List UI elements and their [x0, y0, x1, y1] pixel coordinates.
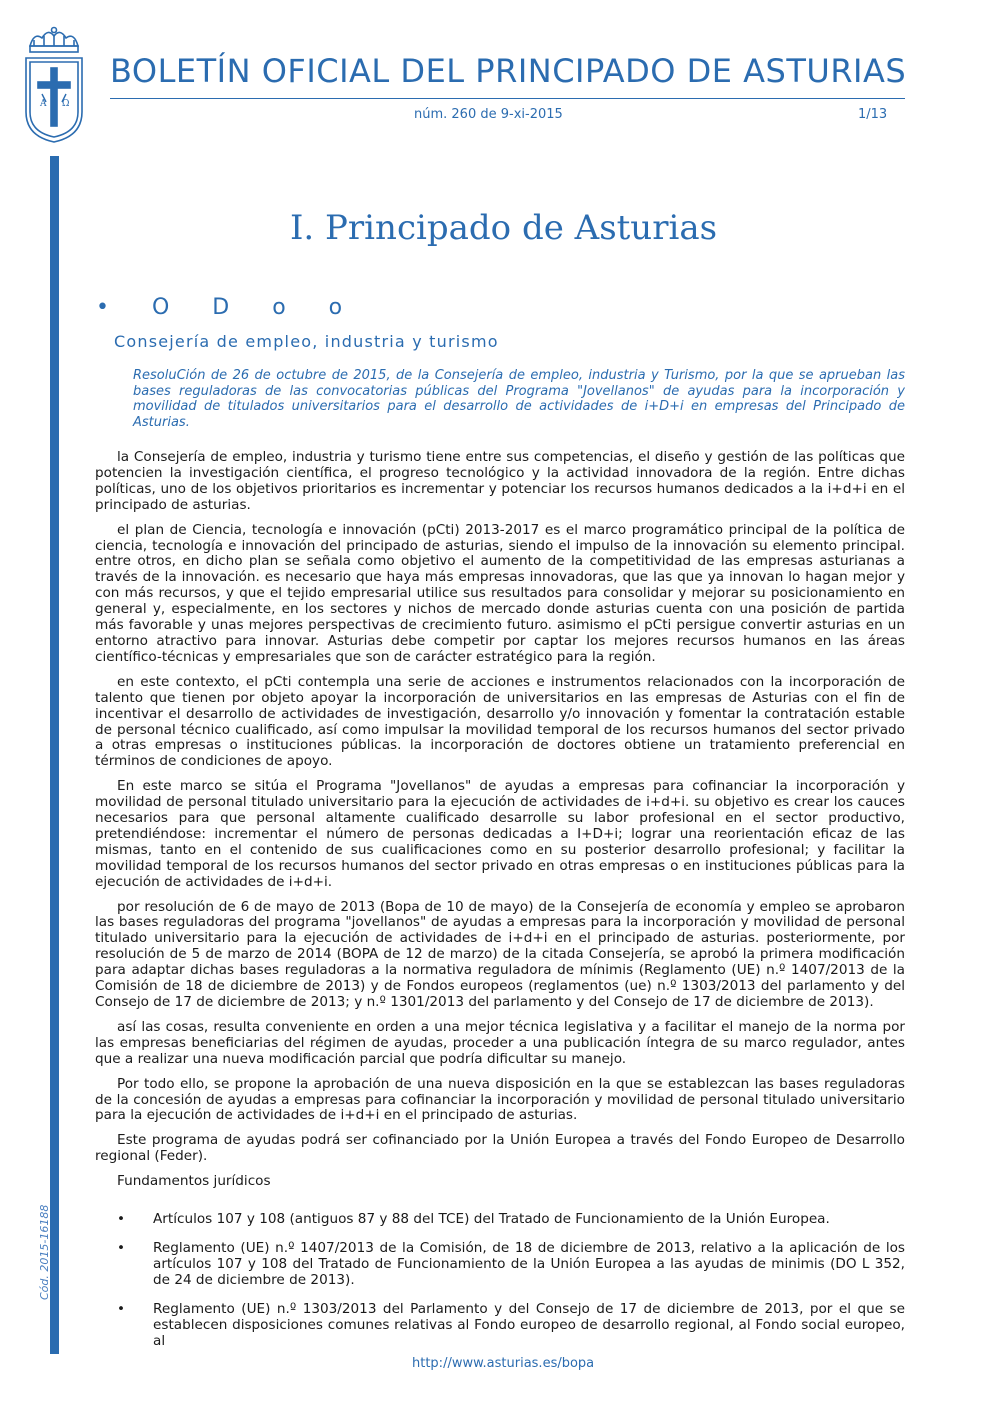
svg-text:A: A [40, 99, 47, 109]
asturias-crest-icon [20, 24, 88, 144]
page-counter: 1/13 [858, 107, 888, 122]
legal-basis-list [95, 1212, 905, 1349]
paragraph: Este programa de ayudas podrá ser cofinanciado por la Unión Europea a través del Fondo Europeo de Desarrollo regional (Feder). [95, 1132, 905, 1165]
list-item-text: Reglamento (UE) n.º 1303/2013 del Parlamento y del Consejo de 17 de diciembre de 2013, por el que se establecen disposiciones comunes relativas al Fondo europeo de desarrollo regional, al Fondo social europeo, al [153, 1300, 905, 1349]
list-item [95, 1241, 905, 1289]
fundamentos-heading: Fundamentos jurídicos [117, 1173, 271, 1190]
side-bar [50, 156, 59, 1354]
footer-url-link[interactable]: http://www.asturias.es/bopa [412, 1356, 595, 1371]
bulletin-title: BOLETÍN OFICIAL DEL PRINCIPADO DE ASTURIAS [110, 52, 907, 90]
paragraph: en este contexto, el pCti contempla una serie de acciones e instrumentos relacionados con la incorporación de talento que tienen por objeto apoyar la incorporación de universitarios en las empresas de Asturias con el fin de incentivar el desarrollo de actividades de investigación, desarrollo y/o innovación y fomentar la contratación estable de personal técnico cualificado, así como impulsar la movilidad temporal de los recursos humanos del sector privado a otras empresas o instituciones públicas. la incorporación de doctores obtiene un tratamiento preferencial en términos de condiciones de apoyo. [95, 673, 905, 770]
paragraph: el plan de Ciencia, tecnología e innovación (pCti) 2013-2017 es el marco programático principal de la política de ciencia, tecnología e innovación del principado de asturias, siendo el impulso de la innovación su elemento principal. entre otros, en dicho plan se señala como objetivo el aumento de la competitividad de las empresas asturianas a través de la innovación. es necesario que haya más empresas innovadoras, que las que ya innovan lo hagan mejor y con más recursos, y que el tejido empresarial utilice sus resultados para consolidar y mejorar su posicionamiento en general y, especialmente, en los sectores y nichos de mercado donde asturias cuenta con una posición de partida más favorable y unas mejores perspectivas de crecimiento futuro. asimismo el pCti persigue convertir asturias en un entorno atractivo para innovar. Asturias debe competir por captar los mejores recursos humanos en las áreas científico-técnicas y empresariales que son de carácter estratégico para la región. [95, 521, 905, 665]
issue-number: núm. 260 de 9-xi-2015 [414, 107, 563, 122]
paragraph: así las cosas, resulta conveniente en orden a una mejor técnica legislativa y a facilitar el manejo de la norma por las empresas beneficiarias del régimen de ayudas, proceder a una publicación íntegra de su marco regulador, antes que a realizar una nueva modificación parcial que podría dificultar su manejo. [95, 1018, 905, 1067]
section-title: I. Principado de Asturias [290, 208, 718, 248]
document-code: Cód. 2015-16188 [38, 1204, 51, 1300]
header-rule [110, 98, 905, 99]
list-item [95, 1302, 905, 1350]
resolution-summary: ResoluCión de 26 de octubre de 2015, de la Consejería de empleo, industria y Turismo, por la que se aprueban las bases reguladoras de las convocatorias públicas del Programa "Jovellanos" de ayudas para la incorporación y movilidad de titulados universitarios para el desarrollo de actividades de i+D+i en empresas del Principado de Asturias. [133, 368, 905, 430]
paragraph: la Consejería de empleo, industria y turismo tiene entre sus competencias, el diseño y gestión de las políticas que potencien la investigación científica, el progreso tecnológico y la actividad innovadora de la región. Entre dichas políticas, uno de los objetivos prioritarios es incrementar y potenciar los recursos humanos dedicados a la i+d+i en el principado de asturias. [95, 449, 905, 513]
paragraph: En este marco se sitúa el Programa "Jovellanos" de ayudas a empresas para cofinanciar la incorporación y movilidad de personal titulado universitario para la ejecución de actividades de i+d+i. su objetivo es crear los cauces necesarios para que personal altamente cualificado desarrolle su labor profesional en el sector productivo, pretendiéndose: incrementar el número de personas dedicadas a I+D+i; lograr una reorientación eficaz de las mismas, tanto en el contenido de sus cualificaciones como en su posterior desarrollo profesional; y facilitar la movilidad temporal de los recursos humanos del sector privado en otras empresas o en instituciones públicas para la ejecución de actividades de i+d+i. [95, 778, 905, 890]
bullet-icon: • [117, 1239, 126, 1256]
document-body [95, 450, 905, 1362]
organization-line: • O D o o [96, 295, 361, 320]
department-line: Consejería de empleo, industria y turismo [114, 332, 499, 351]
paragraph: Por todo ello, se propone la aprobación de una nueva disposición en la que se establezcan las bases reguladoras de la concesión de ayudas a empresas para cofinanciar la incorporación y movilidad de personal titulado universitario para la ejecución de actividades de i+d+i en el principado de asturias. [95, 1075, 905, 1124]
bullet-icon: • [117, 1211, 126, 1228]
svg-text:Ω: Ω [62, 99, 70, 109]
list-item [95, 1212, 905, 1228]
list-item-text: Artículos 107 y 108 (antiguos 87 y 88 del TCE) del Tratado de Funcionamiento de la Unión Europea. [153, 1211, 830, 1228]
list-item-text: Reglamento (UE) n.º 1407/2013 de la Comisión, de 18 de diciembre de 2013, relativo a la aplicación de los artículos 107 y 108 del Tratado de Funcionamiento de la Unión Europea a las ayudas de minimis (DO L 352, de 24 de diciembre de 2013). [153, 1239, 905, 1288]
bullet-icon: • [117, 1300, 126, 1317]
paragraph: por resolución de 6 de mayo de 2013 (Bopa de 10 de mayo) de la Consejería de economía y empleo se aprobaron las bases reguladoras del programa "jovellanos" de ayudas a empresas para la incorporación y movilidad de personal titulado universitario para la ejecución de actividades de i+d+i en el principado de asturias. posteriormente, por resolución de 5 de marzo de 2014 (BOPA de 12 de marzo) de la citada Consejería, se aprobó la primera modificación para adaptar dichas bases reguladoras a la normativa reguladora de mínimis (Reglamento (UE) n.º 1407/2013 de la Comisión de 18 de diciembre de 2013) y de Fondos europeos (reglamentos (ue) n.º 1303/2013 del parlamento y del Consejo de 17 de diciembre de 2013; y n.º 1301/2013 del parlamento y del Consejo de 17 de diciembre de 2013). [95, 898, 905, 1010]
